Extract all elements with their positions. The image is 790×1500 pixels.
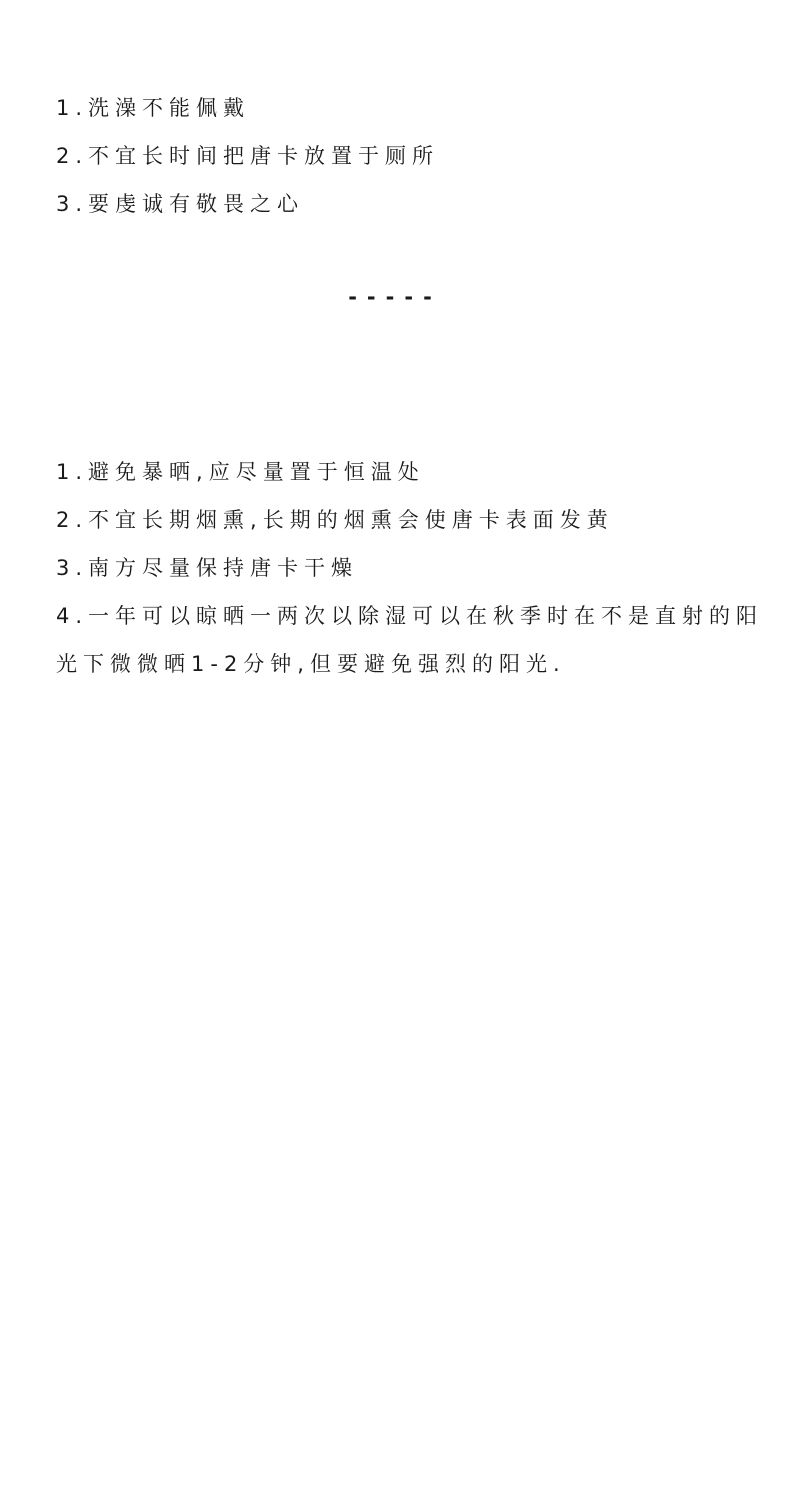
list-item: 3.要虔诚有敬畏之心 bbox=[56, 192, 305, 216]
list-item: 4.一年可以晾晒一两次以除湿可以在秋季时在不是直射的阳光下微微晒1-2分钟,但要避免强烈的阳光. bbox=[56, 604, 764, 676]
list-item: 1.洗澡不能佩戴 bbox=[56, 96, 251, 120]
usage-notes bbox=[56, 84, 770, 228]
list-item: 1.避免暴晒,应尽量置于恒温处 bbox=[56, 460, 425, 484]
list-item: 3.南方尽量保持唐卡干燥 bbox=[56, 556, 359, 580]
section-divider: ----- bbox=[348, 285, 442, 309]
list-item: 2.不宜长时间把唐卡放置于厕所 bbox=[56, 144, 440, 168]
list-item: 2.不宜长期烟熏,长期的烟熏会使唐卡表面发黄 bbox=[56, 508, 614, 532]
care-notes bbox=[56, 448, 770, 688]
